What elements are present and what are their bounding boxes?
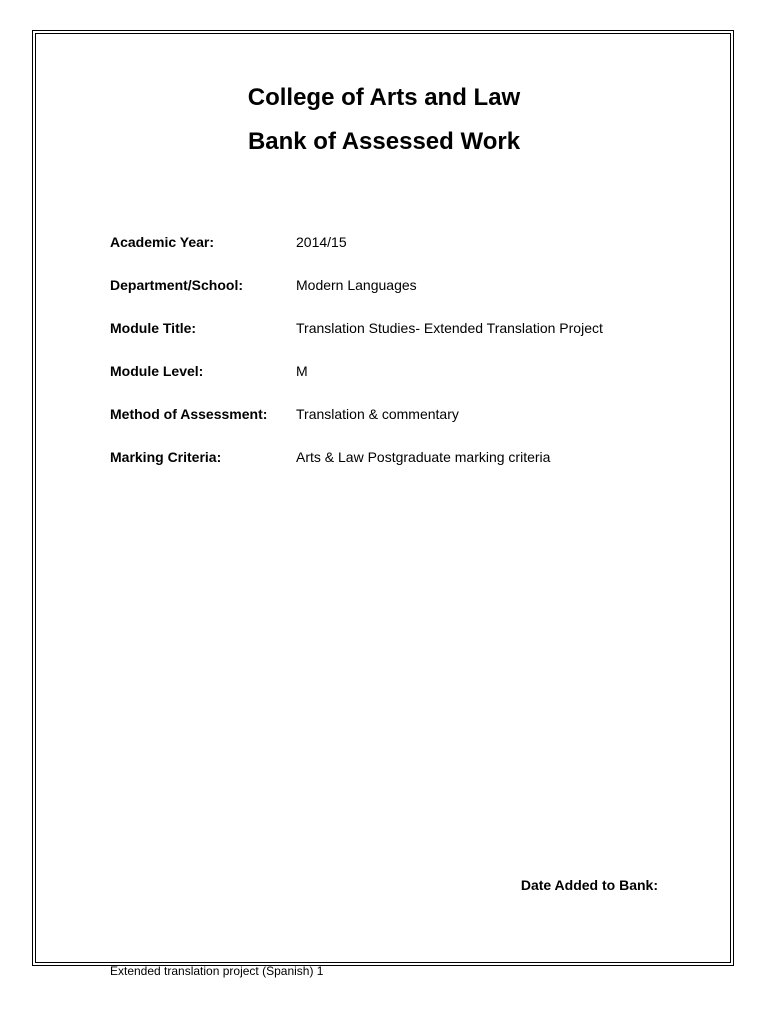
field-academic-year (110, 234, 670, 277)
field-marking-criteria (110, 449, 670, 492)
field-value: Translation & commentary (296, 406, 459, 422)
date-added-label: Date Added to Bank: (520, 877, 658, 893)
field-module-level (110, 363, 670, 406)
field-value: Arts & Law Postgraduate marking criteria (296, 449, 551, 465)
field-assessment-method (110, 406, 670, 449)
page-border (32, 30, 734, 966)
title-bank: Bank of Assessed Work (247, 128, 521, 155)
field-module-title (110, 320, 670, 363)
field-label: Module Title: (110, 320, 197, 336)
field-value: Translation Studies- Extended Translation Project (296, 320, 603, 336)
field-label: Marking Criteria: (110, 449, 222, 465)
field-value: 2014/15 (296, 234, 347, 250)
field-value: Modern Languages (296, 277, 417, 293)
field-value: M (296, 363, 308, 379)
field-label: Academic Year: (110, 234, 215, 250)
field-label: Department/School: (110, 277, 244, 293)
title-college: College of Arts and Law (247, 84, 521, 111)
field-label: Method of Assessment: (110, 406, 268, 422)
field-label: Module Level: (110, 363, 204, 379)
field-department (110, 277, 670, 320)
module-details (110, 234, 670, 492)
document-title (0, 82, 768, 158)
page-footer: Extended translation project (Spanish) 1 (110, 964, 324, 978)
